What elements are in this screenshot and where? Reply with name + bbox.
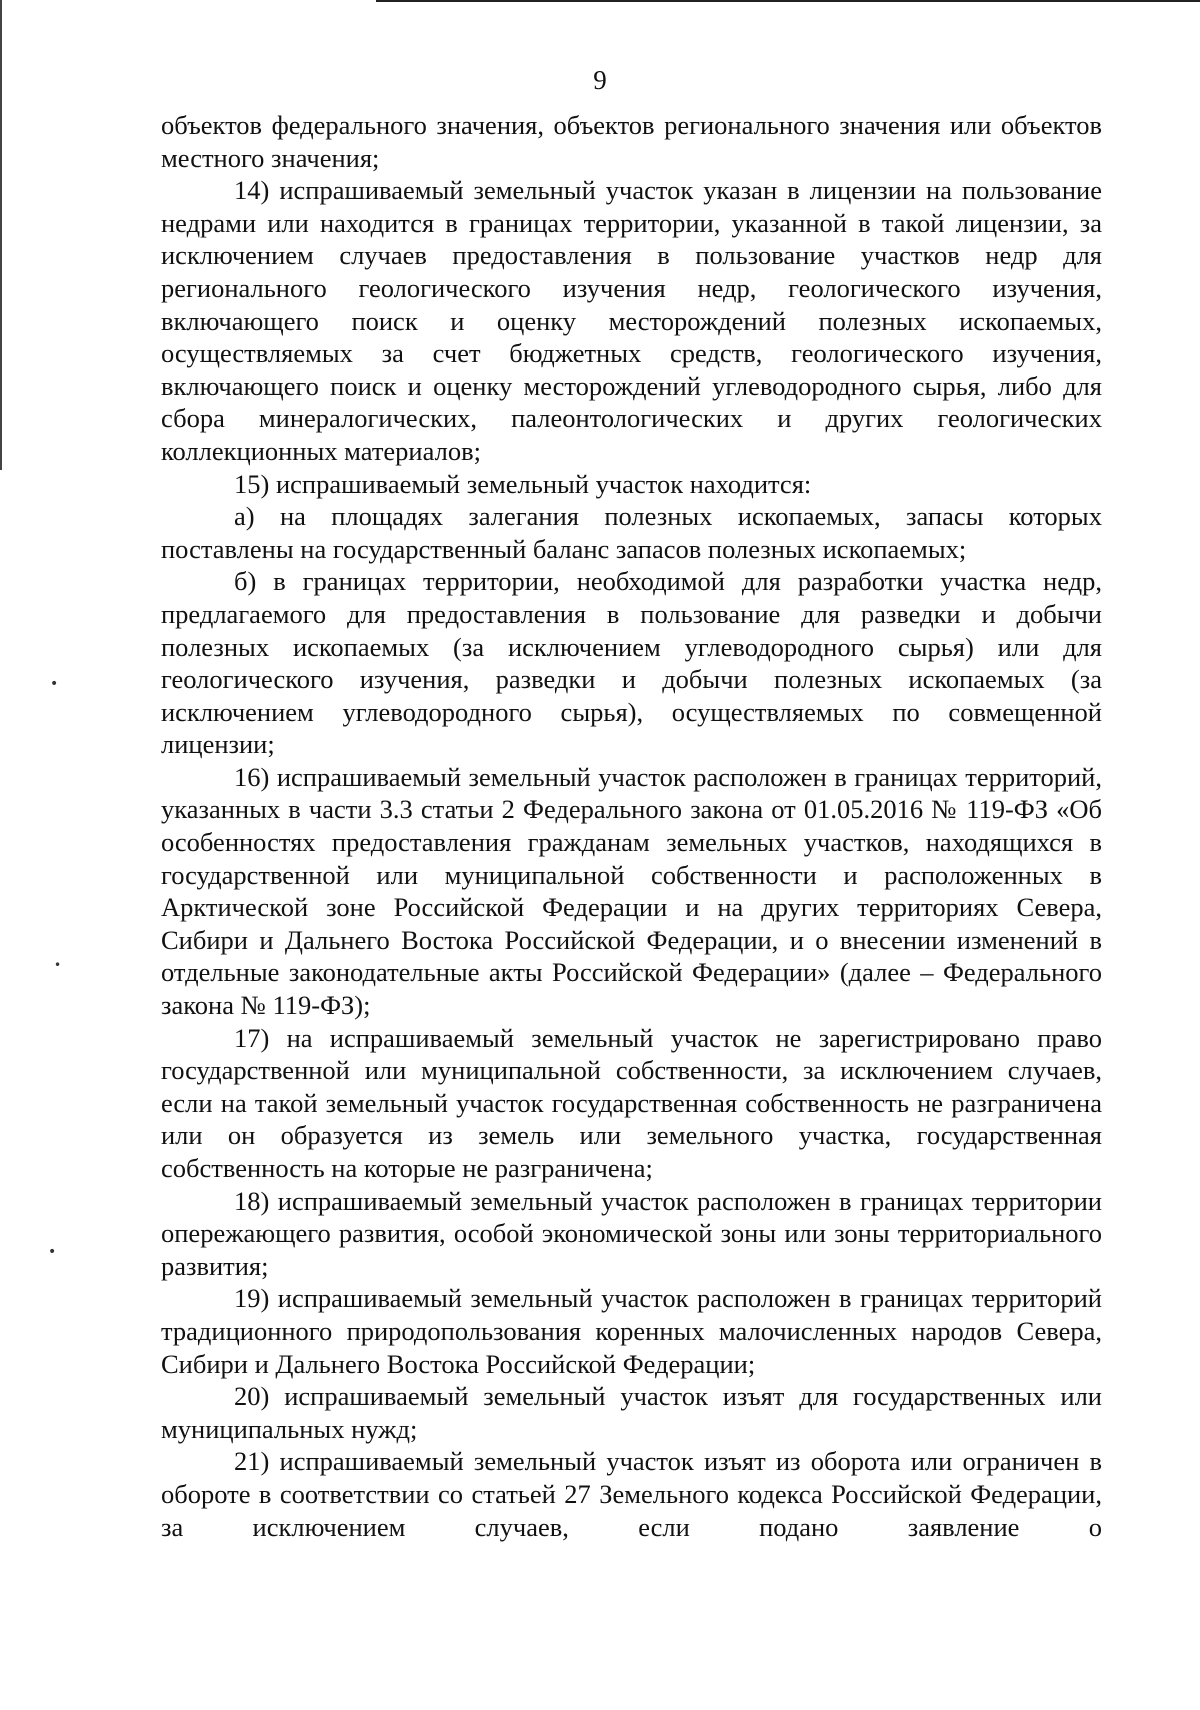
paragraph-item-17: 17) на испрашиваемый земельный участок не зарегистрировано право государственной или муниципальной собственности, за исключением случаев, если на такой земельный участок государственная собственность не разграничена или он образуется из земель или земельного участка, государственная собственность на которые не разграничена; (161, 1022, 1102, 1183)
paragraph-item-15b: б) в границах территории, необходимой для разработки участка недр, предлагаемого для предоставления в пользование для разведки и добычи полезных ископаемых (за исключением углеводородного сырья) или для геологического изучения, разведки и добычи полезных ископаемых (за исключением углеводородного сырья), осуществляемых по совмещенной лицензии; (161, 566, 1102, 760)
page-number: 9 (593, 65, 607, 95)
scan-speck-mark: • (50, 676, 59, 692)
scan-speck-mark: • (54, 958, 62, 972)
paragraph-continuation: объектов федерального значения, объектов регионального значения или объектов местного значения; (161, 110, 1102, 173)
paragraph-item-15: 15) испрашиваемый земельный участок находится: (234, 468, 812, 499)
paragraph-item-21: 21) испрашиваемый земельный участок изъят из оборота или ограничен в обороте в соответствии со статьей 27 Земельного кодекса Российской Федерации, за исключением случаев, если подано заявление о (161, 1446, 1102, 1542)
paragraph-item-19: 19) испрашиваемый земельный участок расположен в границах территорий традиционного природопользования коренных малочисленных народов Севера, Сибири и Дальнего Востока Российской Федерации; (161, 1283, 1102, 1379)
paragraph-item-16: 16) испрашиваемый земельный участок расположен в границах территорий, указанных в части 3.3 статьи 2 Федерального закона от 01.05.2016 № 119-ФЗ «Об особенностях предоставления гражданам земельных участков, находящихся в государственной или муниципальной собственности и расположенных в Арктической зоне Российской Федерации и на других территориях Севера, Сибири и Дальнего Востока Российской Федерации, и о внесении изменений в отдельные законодательные акты Российской Федерации» (далее – Федерального закона № 119-ФЗ); (161, 761, 1102, 1021)
paragraph-item-14: 14) испрашиваемый земельный участок указан в лицензии на пользование недрами или находится в границах территории, указанной в такой лицензии, за исключением случаев предоставления в пользование участков недр для регионального геологического изучения недр, геологического изучения, включающего поиск и оценку месторождений полезных ископаемых, осуществляемых за счет бюджетных средств, геологического изучения, включающего поиск и оценку месторождений углеводородного сырья, либо для сбора минералогических, палеонтологических и других геологических коллекционных материалов; (161, 175, 1102, 466)
top-border-line (376, 0, 1200, 2)
document-body (161, 109, 1102, 1543)
paragraph-item-18: 18) испрашиваемый земельный участок расположен в границах территории опережающего развития, особой экономической зоны или зоны территориального развития; (161, 1185, 1102, 1281)
paragraph-item-20: 20) испрашиваемый земельный участок изъят для государственных или муниципальных нужд; (161, 1381, 1102, 1444)
paragraph-item-15a: а) на площадях залегания полезных ископаемых, запасы которых поставлены на государственный баланс запасов полезных ископаемых; (161, 501, 1102, 564)
scan-speck-mark: • (48, 1244, 57, 1260)
